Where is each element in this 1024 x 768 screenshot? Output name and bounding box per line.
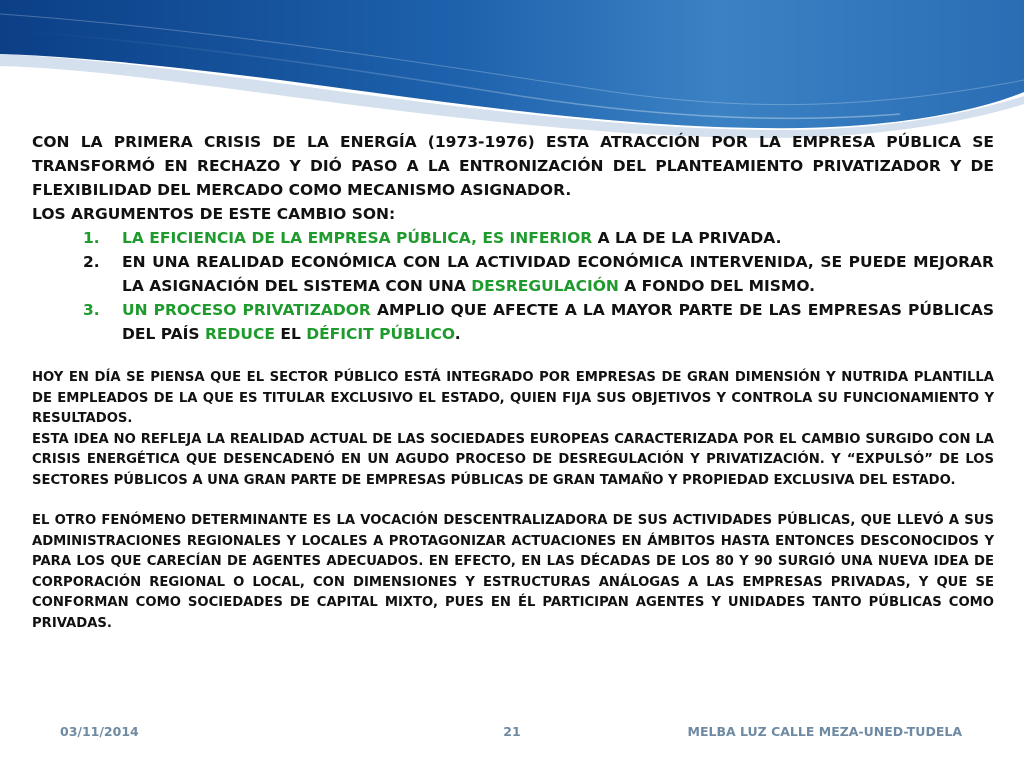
paragraph-arguments-heading: LOS ARGUMENTOS DE ESTE CAMBIO SON: xyxy=(32,205,396,223)
list-text: EL xyxy=(274,325,307,343)
list-number: 2. xyxy=(83,253,100,271)
footer-date: 03/11/2014 xyxy=(60,724,139,739)
highlight-text: DESREGULACIÓN xyxy=(471,277,619,295)
highlight-text: LA EFICIENCIA DE LA EMPRESA PÚBLICA, ES INFERIOR xyxy=(122,229,593,247)
paragraph-decentralization: EL OTRO FENÓMENO DETERMINANTE ES LA VOCACIÓN DESCENTRALIZADORA DE SUS ACTIVIDADES PÚBLICAS, QUE LLEVÓ A SUS ADMINISTRACIONES REGIONALES Y LOCALES A PROTAGONIZAR ACTUACIONES EN ÁMBITOS HASTA ENTONCES DESCONOCIDOS Y PARA LOS QUE CARECÍAN DE AGENTES ADECUADOS. EN EFECTO, EN LAS DÉCADAS DE LOS 80 Y 90 SURGIÓ UNA NUEVA IDEA DE CORPORACIÓN REGIONAL O LOCAL, CON DIMENSIONES Y ESTRUCTURAS ANÁLOGAS A LAS EMPRESAS PRIVADAS, Y QUE SE CONFORMAN COMO SOCIEDADES DE CAPITAL MIXTO, PUES EN ÉL PARTICIPAN AGENTES Y UNIDADES TANTO PÚBLICAS COMO PRIVADAS. xyxy=(32,513,994,631)
paragraph-energy-crisis: CON LA PRIMERA CRISIS DE LA ENERGÍA (1973-1976) ESTA ATRACCIÓN POR LA EMPRESA PÚBLICA SE TRANSFORMÓ EN RECHAZO Y DIÓ PASO A LA ENTRONIZACIÓN DEL PLANTEAMIENTO PRIVATIZADOR Y DE FLEXIBILIDAD DEL MERCADO COMO MECANISMO ASIGNADOR. xyxy=(32,133,994,199)
intro-block xyxy=(32,130,994,346)
list-text: A FONDO DEL MISMO. xyxy=(618,277,816,295)
highlight-text: REDUCE xyxy=(205,325,275,343)
paragraph-european-reality: ESTA IDEA NO REFLEJA LA REALIDAD ACTUAL DE LAS SOCIEDADES EUROPEAS CARACTERIZADA POR EL CAMBIO SURGIDO CON LA CRISIS ENERGÉTICA QUE DESENCADENÓ EN UN AGUDO PROCESO DE DESREGULACIÓN Y PRIVATIZACIÓN. Y “EXPULSÓ” DE LOS SECTORES PÚBLICOS A UNA GRAN PARTE DE EMPRESAS PÚBLICAS DE GRAN TAMAÑO Y PROPIEDAD EXCLUSIVA DEL ESTADO. xyxy=(32,431,994,488)
list-item xyxy=(32,226,994,250)
highlight-text: UN PROCESO PRIVATIZADOR xyxy=(122,301,371,319)
paragraph-public-sector: HOY EN DÍA SE PIENSA QUE EL SECTOR PÚBLICO ESTÁ INTEGRADO POR EMPRESAS DE GRAN DIMENSIÓN Y NUTRIDA PLANTILLA DE EMPLEADOS DE LA QUE ES TITULAR EXCLUSIVO EL ESTADO, QUIEN FIJA SUS OBJETIVOS Y CONTROLA SU FUNCIONAMIENTO Y RESULTADOS. xyxy=(32,370,994,426)
slide-content xyxy=(32,130,994,634)
highlight-text: DÉFICIT PÚBLICO xyxy=(306,325,455,343)
list-text: . xyxy=(454,325,461,343)
list-item xyxy=(32,298,994,346)
list-number: 3. xyxy=(83,301,100,319)
list-item xyxy=(32,250,994,298)
arguments-list xyxy=(32,226,994,346)
list-text: A LA DE LA PRIVADA. xyxy=(592,229,782,247)
footer-author: MELBA LUZ CALLE MEZA-UNED-TUDELA xyxy=(687,724,962,739)
footer-page-number: 21 xyxy=(503,724,521,739)
slide-footer xyxy=(0,724,1024,744)
public-sector-block xyxy=(32,368,994,491)
header-wave-decoration xyxy=(0,0,1024,150)
list-number: 1. xyxy=(83,229,100,247)
list-text: EN UNA REALIDAD ECONÓMICA CON LA ACTIVIDAD ECONÓMICA INTERVENIDA, SE PUEDE MEJORAR LA ASIGNACIÓN DEL SISTEMA CON UNA xyxy=(122,253,994,295)
list-text: AMPLIO QUE AFECTE A LA MAYOR PARTE DE LAS EMPRESAS PÚBLICAS DEL PAÍS xyxy=(122,301,994,343)
decentralization-block xyxy=(32,511,994,634)
